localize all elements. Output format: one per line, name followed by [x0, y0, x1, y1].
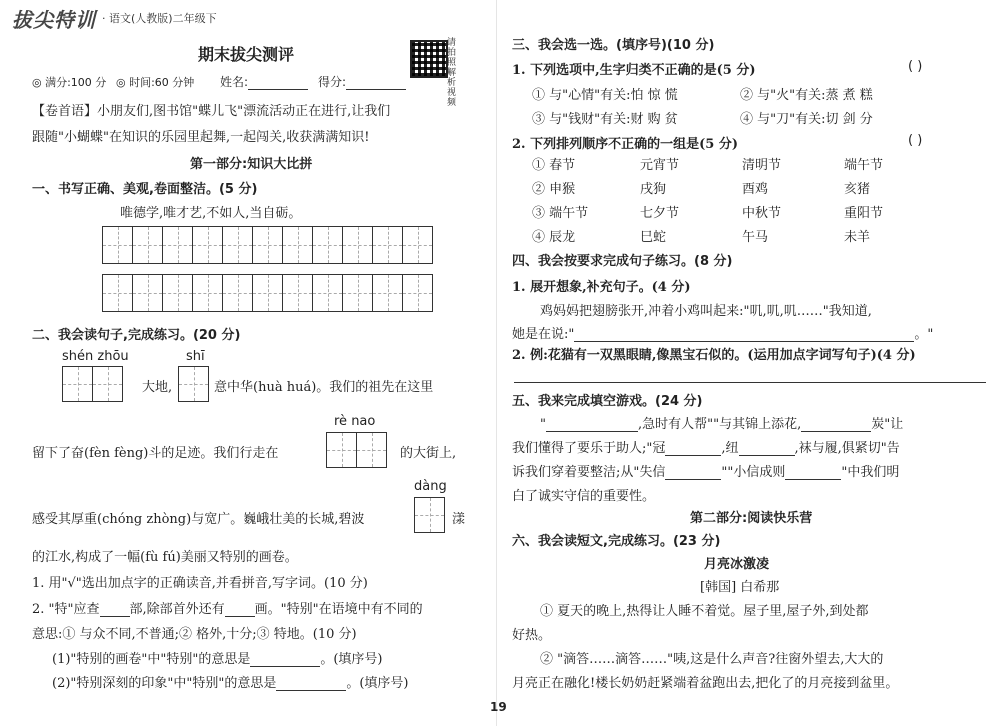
- left-page: [0, 0, 490, 726]
- score-label: 得分:: [318, 75, 347, 89]
- time-limit: ◎ 时间:60 分钟: [116, 76, 195, 89]
- paragraph-1-line-2: 好热。: [512, 628, 552, 643]
- grid-cell: ④ 辰龙: [532, 230, 576, 245]
- pinyin-renao: rè nao: [334, 414, 376, 429]
- sentence-3a: 感受其厚重(chóng zhòng)与宽广。巍峨壮美的长城,碧波: [32, 512, 365, 527]
- item1-text: (1)"特别的画卷"中"特别"的意思是: [52, 652, 251, 667]
- grid-cell: 清明节: [742, 158, 782, 173]
- q4-1-answer-blank[interactable]: [574, 327, 914, 342]
- q5-l1-end: 炭"让: [871, 417, 904, 432]
- blank-strokes[interactable]: [225, 602, 255, 617]
- grid-cell: 戌狗: [640, 182, 667, 197]
- q4-1-text: 鸡妈妈把翅膀张开,冲着小鸡叫起来:"叽,叽,叽……"我知道,: [540, 304, 872, 319]
- q3-1-answer-paren[interactable]: ( ): [908, 59, 923, 74]
- sentence-2b: 的大街上,: [400, 446, 457, 461]
- q5-l3-a: 诉我们穿着要整洁;从"失信: [512, 465, 666, 480]
- q3-2-answer-paren[interactable]: ( ): [908, 133, 923, 148]
- page-number: 19: [490, 700, 507, 714]
- q5-l2-a: 我们懂得了要乐于助人;"冠: [512, 441, 666, 456]
- q3-1-option-a: ① 与"心情"有关:怕 惊 慌: [532, 88, 678, 103]
- q5-l1-open: ": [540, 417, 546, 432]
- q2-sub-2-part-b: 部,除部首外还有: [129, 602, 225, 617]
- name-label: 姓名:: [220, 75, 249, 89]
- intro-line-1: 【卷首语】小朋友们,图书馆"蝶儿飞"漂流活动正在进行,让我们: [32, 104, 391, 119]
- item2-suffix: 。(填序号): [346, 676, 409, 691]
- grid-cell: 未羊: [844, 230, 871, 245]
- q5-l2-b: ,纽: [721, 441, 739, 456]
- score-field[interactable]: [318, 73, 406, 90]
- q2-sub-2-line2: 意思:① 与众不同,不普通;② 格外,十分;③ 特地。(10 分): [32, 627, 357, 642]
- sentence-2a: 留下了奋(fèn fèng)斗的足迹。我们行走在: [32, 446, 279, 461]
- page-title: 期末拔尖测评: [198, 45, 295, 64]
- answer-box-shenzhou[interactable]: [62, 366, 123, 402]
- q3-1-option-b: ② 与"火"有关:蒸 煮 糕: [740, 88, 873, 103]
- paragraph-2-line-2: 月亮正在融化!楼长奶奶赶紧端着盆跑出去,把化了的月亮接到盆里。: [512, 676, 899, 691]
- part-2-heading: 第二部分:阅读快乐营: [690, 511, 813, 526]
- answer-box-renao[interactable]: [326, 432, 387, 468]
- page-divider: [496, 0, 497, 726]
- q5-blank-1[interactable]: [546, 417, 638, 432]
- q3-title: 三、我会选一选。(填序号)(10 分): [512, 38, 715, 53]
- q5-line-2: [512, 437, 900, 456]
- item2-text: (2)"特别深刻的印象"中"特别"的意思是: [52, 676, 277, 691]
- q2-sub-1: 1. 用"√"选出加点字的正确读音,并看拼音,写字词。(10 分): [32, 576, 368, 591]
- sentence-1a: 大地,: [142, 380, 173, 395]
- q2-sub-2-part-c: 画。"特别"在语境中有不同的: [254, 602, 423, 617]
- q2-sub-2-item2: [52, 672, 409, 691]
- grid-cell: 元宵节: [640, 158, 680, 173]
- paragraph-1-line-1: ① 夏天的晚上,热得让人睡不着觉。屋子里,屋子外,到处都: [540, 604, 869, 619]
- sentence-3b: 漾: [452, 512, 466, 527]
- q5-l3-b: ""小信成则: [721, 465, 786, 480]
- grid-cell: ③ 端午节: [532, 206, 589, 221]
- q2-sub-2-item1: [52, 648, 383, 667]
- q4-title: 四、我会按要求完成句子练习。(8 分): [512, 254, 733, 269]
- q4-1-suffix: 。": [914, 327, 934, 342]
- grid-cell: ② 申猴: [532, 182, 576, 197]
- intro-line-2: 跟随"小蝴蝶"在知识的乐园里起舞,一起闯关,收获满满知识!: [32, 130, 370, 145]
- grid-cell: 巳蛇: [640, 230, 667, 245]
- score-total: ◎ 满分:100 分: [32, 76, 107, 89]
- grid-cell: 酉鸡: [742, 182, 769, 197]
- part-1-heading: 第一部分:知识大比拼: [190, 157, 313, 172]
- qr-code-icon: [410, 40, 448, 78]
- q3-2-question: 2. 下列排列顺序不正确的一组是(5 分): [512, 137, 738, 152]
- q5-line-4: 白了诚实守信的重要性。: [512, 489, 656, 504]
- answer-box-shi[interactable]: [178, 366, 209, 402]
- q5-line-3: [512, 461, 899, 480]
- q4-1-question: 1. 展开想象,补充句子。(4 分): [512, 280, 691, 295]
- q6-title: 六、我会读短文,完成练习。(23 分): [512, 534, 721, 549]
- q2-title: 二、我会读句子,完成练习。(20 分): [32, 328, 241, 343]
- q5-title: 五、我来完成填空游戏。(24 分): [512, 394, 703, 409]
- q5-blank-5[interactable]: [665, 465, 721, 480]
- q2-sub-2-line1: [32, 598, 423, 617]
- writing-grid-2[interactable]: [102, 274, 433, 312]
- q5-line-1: [540, 413, 903, 432]
- blank-item2[interactable]: [276, 676, 346, 691]
- q4-1-prefix: 她是在说:": [512, 327, 575, 342]
- name-field[interactable]: [220, 73, 308, 90]
- q5-l1-mid: ,急时有人帮""与其锦上添花,: [637, 417, 802, 432]
- q3-1-option-d: ④ 与"刀"有关:切 剑 分: [740, 112, 873, 127]
- blank-item1[interactable]: [250, 652, 320, 667]
- sentence-1b: 意中华(huà huá)。我们的祖先在这里: [214, 380, 434, 395]
- subtitle-text: 语文(人教版)二年级下: [109, 12, 217, 25]
- q3-1-question: 1. 下列选项中,生字归类不正确的是(5 分): [512, 63, 756, 78]
- grid-cell: 端午节: [844, 158, 884, 173]
- grid-cell: ① 春节: [532, 158, 576, 173]
- q2-sub-2-part-a: 2. "特"应查: [32, 602, 100, 617]
- q5-l2-c: ,袜与履,俱紧切"告: [794, 441, 900, 456]
- q1-sentence: 唯德学,唯才艺,不如人,当自砺。: [120, 206, 302, 221]
- paragraph-2-line-1: ② "滴答……滴答……"咦,这是什么声音?往窗外望去,大大的: [540, 652, 884, 667]
- grid-cell: 重阳节: [844, 206, 884, 221]
- grid-cell: 七夕节: [640, 206, 680, 221]
- q4-2-question: 2. 例:花猫有一双黑眼睛,像黑宝石似的。(运用加点字词写句子)(4 分): [512, 348, 916, 363]
- q1-title: 一、书写正确、美观,卷面整洁。(5 分): [32, 182, 258, 197]
- book-subtitle: · 语文(人教版)二年级下: [102, 12, 217, 25]
- writing-grid-1[interactable]: [102, 226, 433, 264]
- pinyin-shi: shī: [186, 349, 205, 364]
- blank-radical[interactable]: [100, 602, 130, 617]
- pinyin-shenzhou: shén zhōu: [62, 349, 129, 364]
- right-page: [500, 0, 1000, 726]
- q4-1-text-2: [512, 323, 933, 342]
- q3-1-option-c: ③ 与"钱财"有关:财 购 贫: [532, 112, 678, 127]
- q5-blank-2[interactable]: [801, 417, 871, 432]
- q5-blank-6[interactable]: [785, 465, 841, 480]
- q5-blank-3[interactable]: [665, 441, 721, 456]
- grid-cell: 午马: [742, 230, 769, 245]
- item1-suffix: 。(填序号): [320, 652, 383, 667]
- answer-box-dang[interactable]: [414, 497, 445, 533]
- qr-caption: 请拍照解析视频: [447, 38, 457, 108]
- brand-logo: 拔尖特训: [12, 8, 96, 32]
- grid-cell: 亥猪: [844, 182, 871, 197]
- sentence-4: 的江水,构成了一幅(fù fú)美丽又特别的画卷。: [32, 550, 298, 565]
- pinyin-dang: dàng: [414, 479, 447, 494]
- q5-blank-4[interactable]: [739, 441, 795, 456]
- story-title: 月亮冰激凌: [704, 557, 770, 572]
- q4-2-answer-line[interactable]: [514, 382, 986, 383]
- story-author: [韩国] 白希那: [700, 580, 780, 595]
- grid-cell: 中秋节: [742, 206, 782, 221]
- q5-l3-c: "中我们明: [841, 465, 900, 480]
